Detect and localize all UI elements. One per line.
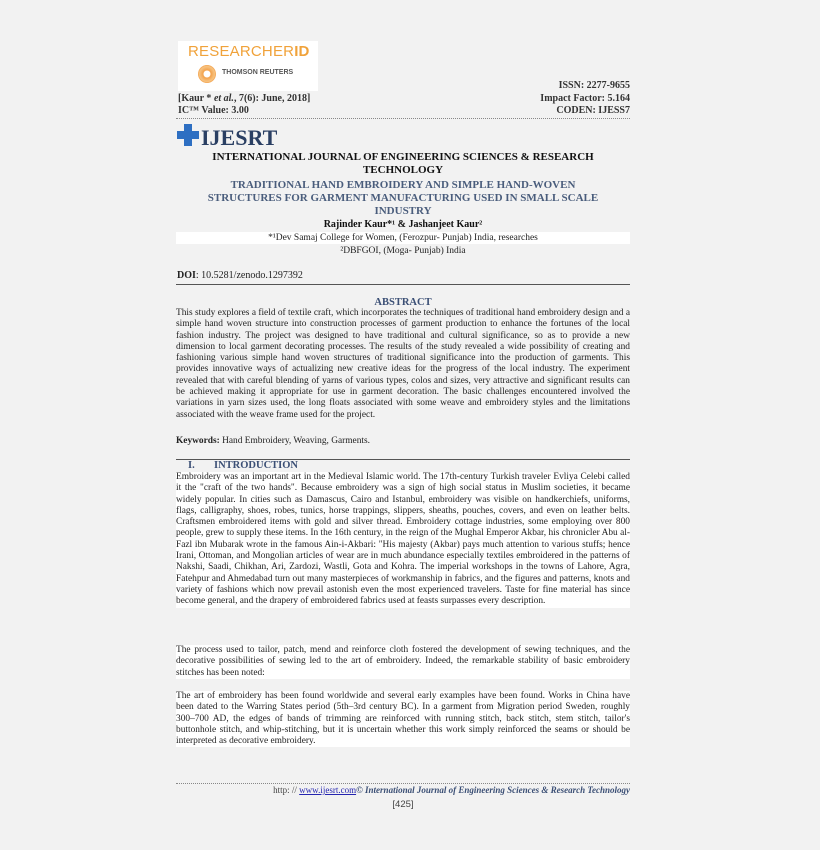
journal-website-link[interactable]: www.ijesrt.com <box>299 785 357 795</box>
researcherid-wordmark <box>188 43 310 60</box>
intro-paragraph-2: The process used to tailor, patch, mend and reinforce cloth fostered the development of sewing techniques, and the decorative possibilities of sewing led to the art of embroidery. Indeed, the remarkable stability of basic embroidery stitches has been noted: <box>176 645 630 678</box>
footer-text <box>273 785 630 795</box>
intro-paragraph-3: The art of embroidery has been found worldwide and several early examples have been found. Works in China have been dated to the Warring States period (5th–3rd century BC). In a garment from Migration period Sweden, roughly 300–700 AD, the edges of bands of trimming are reinforced with running stitch, back stitch, stem stitch, tailor's buttonhole stitch, and whip-stitching, but it is uncertain whether this work simply reinforced the seams or should be interpreted as decorative embroidery. <box>176 691 630 747</box>
issn: ISSN: 2277-9655 <box>558 80 630 91</box>
intro-paragraph-1: Embroidery was an important art in the Medieval Islamic world. The 17th-century Turkish traveler Evliya Celebi called it the "craft of the two hands". Because embroidery was a sign of high social status in Muslim societies, it became widely popular. In cities such as Damascus, Cairo and Istanbul, embroidery was visible on handkerchiefs, uniforms, flags, calligraphy, shoes, robes, tunics, horse trappings, slippers, sheaths, pouches, covers, and even on leather belts. Craftsmen embroidered items with gold and silver thread. Embroidery cottage industries, some employing over 800 people, grew to supply these items. In the 16th century, in the reign of the Mughal Emperor Akbar, his chronicler Abu al-Fazl ibn Mubarak wrote in the famous Ain-i-Akbari: "His majesty (Akbar) pays much attention to various stuffs; hence Irani, Ottoman, and Mongolian articles of wear are in much abundance especially textiles embroidered in the patterns of Nakshi, Saadi, Chikhan, Ari, Zardozi, Wastli, Gota and Kohra. The imperial workshops in the towns of Lahore, Agra, Fatehpur and Ahmedabad turn out many masterpieces of workmanship in fabrics, and the figures and patterns, knots and variety of fashions which now prevail astonish even the most experienced travelers. Taste for fine material has since become general, and the drapery of embroidered fabrics used at feasts surpasses every description. <box>176 472 630 607</box>
authors: Rajinder Kaur*¹ & Jashanjeet Kaur² <box>323 219 483 230</box>
paper-title-line2: STRUCTURES FOR GARMENT MANUFACTURING USED IN SMALL SCALE <box>207 192 599 204</box>
abstract-text: This study explores a field of textile craft, which incorporates the techniques of traditional hand embroidery design and a simple hand woven structure into construction processes of garment production to enhance the fortunes of the local fashion industry. The project was designed to have traditional and cultural significance, so as to provide a new dimension to local garment decorating processes. The results of the study revealed a wide possibility of creating and fashioning various simple hand woven structures of traditional significance into the production of garments. This provides innovative ways of actualizing new creative ideas for the progress of the local industry. The experiment revealed that with careful blending of yarns of various types, colos and sizes, very attractive and significant results can be achieved making it appropriate for use in garment decoration. The basic challenges encountered involved the variations in yarn sizes used, the long floats associated with some weave and embroidery styles and the limitations associated with the weave frame used for the project. <box>176 308 630 420</box>
journal-title <box>176 151 630 177</box>
abstract-heading: ABSTRACT <box>374 297 432 308</box>
plus-icon <box>177 124 199 146</box>
keywords-value: Hand Embroidery, Weaving, Garments. <box>219 436 370 446</box>
citation <box>178 93 310 105</box>
keywords-label: Keywords: <box>176 436 220 446</box>
impact-factor: Impact Factor: 5.164 <box>540 93 630 104</box>
section-heading: INTRODUCTION <box>214 460 299 471</box>
thomson-reuters-text: THOMSON REUTERS <box>222 69 294 76</box>
section-number: I. <box>188 460 195 471</box>
page-number: [425] <box>392 799 414 810</box>
paper-title-line1: TRADITIONAL HAND EMBROIDERY AND SIMPLE HAND-WOVEN <box>230 179 576 191</box>
ic-value: IC™ Value: 3.00 <box>178 105 249 116</box>
paper-title-line3: INDUSTRY <box>374 205 432 217</box>
researcherid-logo <box>178 41 318 91</box>
doi-label: DOI <box>177 270 196 281</box>
doi-value: : 10.5281/zenodo.1297392 <box>195 270 303 281</box>
affiliation-2: ²DBFGOI, (Moga- Punjab) India <box>340 246 466 256</box>
researcherid-suffix: ID <box>294 43 310 60</box>
coden: CODEN: IJESS7 <box>556 105 630 116</box>
citation-suffix: , 7(6): June, 2018] <box>233 93 311 104</box>
doi <box>177 270 303 282</box>
thomson-reuters-icon <box>198 65 216 83</box>
citation-etal: et al. <box>213 93 234 104</box>
citation-prefix: [Kaur * <box>178 93 214 104</box>
researcherid-prefix: RESEARCHER <box>188 43 295 60</box>
affiliation-1: *¹Dev Samaj College for Women, (Ferozpur- Punjab) India, researches <box>176 232 630 244</box>
paper-title <box>176 179 630 218</box>
keywords <box>176 436 630 447</box>
footer-prefix: http: // <box>273 785 300 795</box>
header-divider <box>176 118 630 119</box>
footer-copyright: © International Journal of Engineering Sciences & Research Technology <box>356 785 630 795</box>
journal-title-line2: TECHNOLOGY <box>362 164 444 176</box>
doi-divider <box>176 284 630 285</box>
footer-divider <box>176 783 630 784</box>
ijesrt-wordmark: IJESRT <box>201 125 278 150</box>
journal-title-line1: INTERNATIONAL JOURNAL OF ENGINEERING SCIENCES & RESEARCH <box>212 151 594 163</box>
